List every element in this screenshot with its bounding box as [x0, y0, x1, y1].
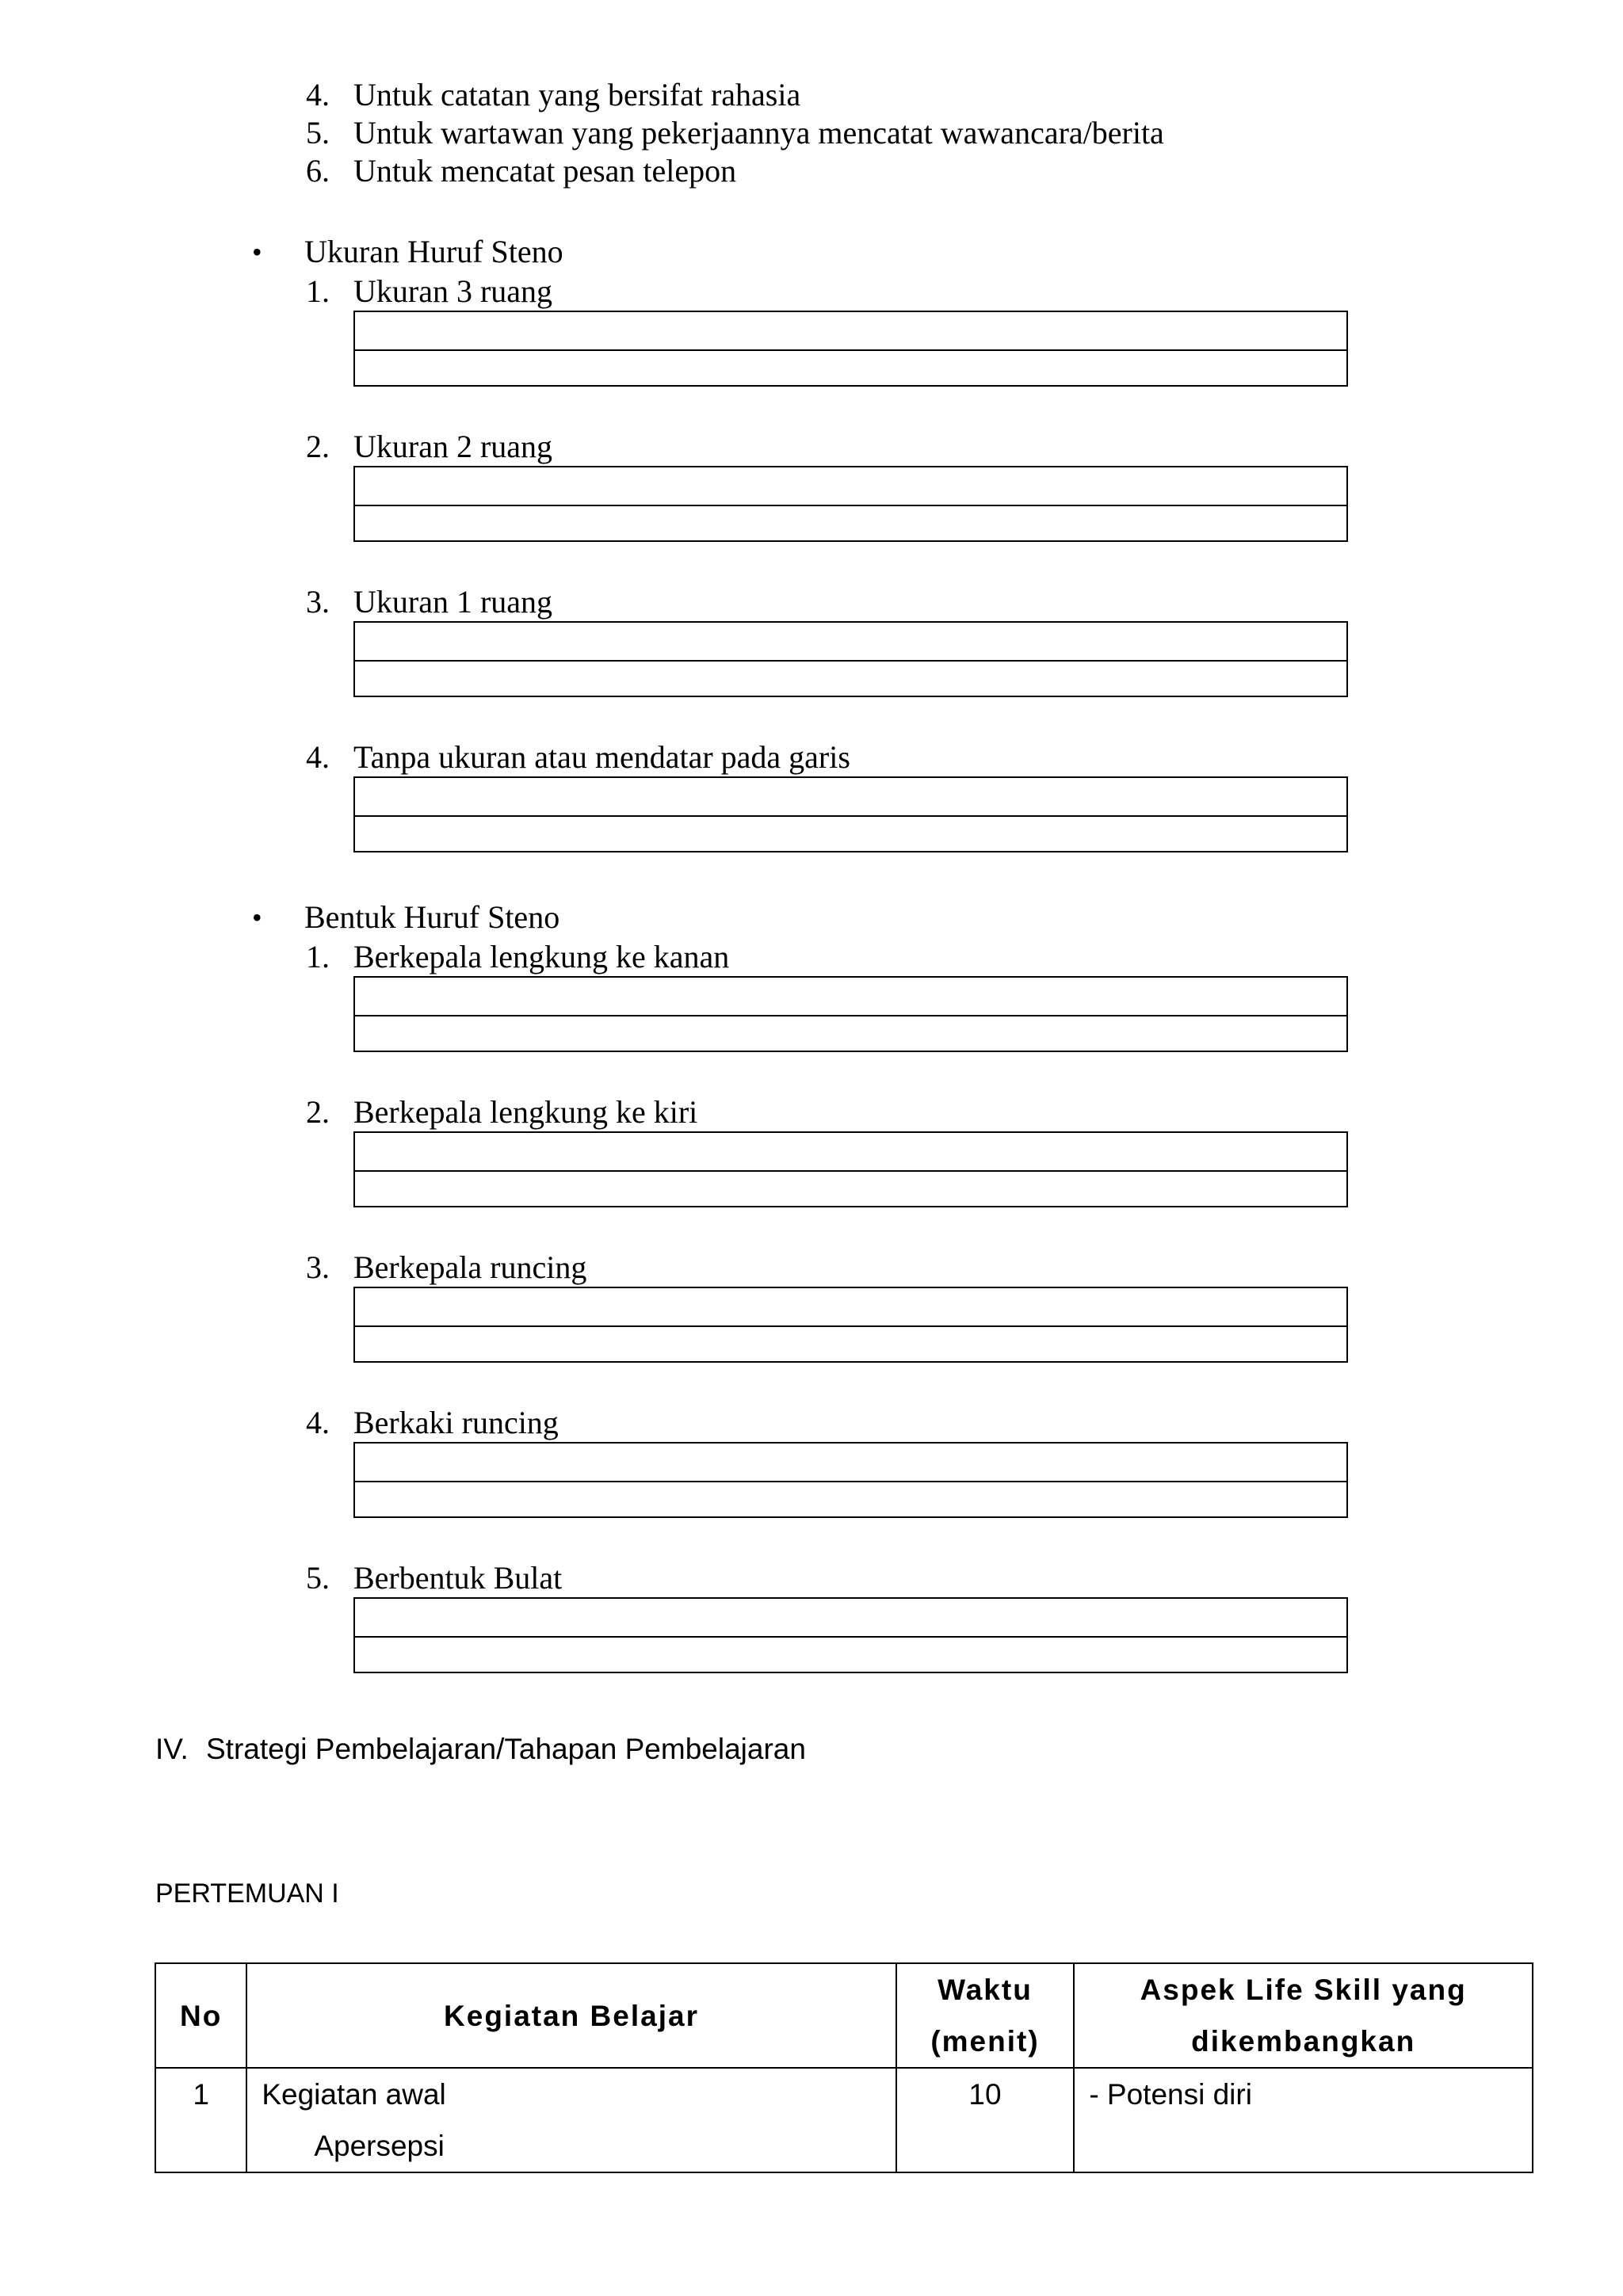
- header-waktu: [896, 1963, 1075, 2068]
- divider-line: [355, 1325, 1346, 1327]
- cell-waktu: 10: [896, 2068, 1075, 2172]
- header-aspek: [1074, 1963, 1533, 2068]
- list-number: 4.: [306, 77, 330, 113]
- header-waktu-line2: (menit): [930, 2025, 1040, 2058]
- list-number: 5.: [306, 1560, 330, 1596]
- practice-lines: [353, 1597, 1348, 1673]
- practice-lines: [353, 976, 1348, 1052]
- cell-aspek: - Potensi diri: [1074, 2068, 1533, 2172]
- divider-line: [355, 349, 1346, 351]
- list-text: Berkepala runcing: [353, 1249, 587, 1285]
- list-number: 5.: [306, 115, 330, 151]
- list-number: 6.: [306, 153, 330, 189]
- list-number: 4.: [306, 1405, 330, 1440]
- table-row: [155, 2068, 1533, 2172]
- cell-no: 1: [155, 2068, 246, 2172]
- practice-lines: [353, 1131, 1348, 1207]
- list-text: Berbentuk Bulat: [353, 1560, 563, 1596]
- practice-lines: [353, 776, 1348, 852]
- list-text: Tanpa ukuran atau mendatar pada garis: [353, 739, 850, 775]
- section-title: Bentuk Huruf Steno: [304, 899, 560, 935]
- list-text: Berkepala lengkung ke kanan: [353, 939, 730, 974]
- section-number: IV.: [155, 1733, 189, 1765]
- list-text: Untuk catatan yang bersifat rahasia: [353, 77, 801, 113]
- header-no: No: [155, 1963, 246, 2068]
- divider-line: [355, 505, 1346, 506]
- list-text: Untuk mencatat pesan telepon: [353, 153, 737, 189]
- practice-lines: [353, 1442, 1348, 1518]
- header-waktu-line1: Waktu: [938, 1974, 1033, 2006]
- list-number: 2.: [306, 1094, 330, 1130]
- table-header-row: [155, 1963, 1533, 2068]
- divider-line: [355, 660, 1346, 662]
- list-text: Ukuran 2 ruang: [353, 429, 553, 464]
- list-number: 1.: [306, 273, 330, 309]
- bullet-icon: •: [252, 236, 262, 268]
- list-number: 3.: [306, 584, 330, 620]
- section-title: Ukuran Huruf Steno: [304, 234, 563, 269]
- divider-line: [355, 1015, 1346, 1016]
- list-text: Untuk wartawan yang pekerjaannya mencatat wawancara/berita: [353, 115, 1164, 151]
- kegiatan-text: Kegiatan awal: [262, 2078, 446, 2111]
- kegiatan-sub-text: Apersepsi: [314, 2130, 445, 2162]
- list-text: Ukuran 3 ruang: [353, 273, 553, 309]
- meeting-label: PERTEMUAN I: [155, 1878, 339, 1909]
- practice-lines: [353, 621, 1348, 697]
- divider-line: [355, 1636, 1346, 1638]
- divider-line: [355, 1481, 1346, 1482]
- list-number: 2.: [306, 429, 330, 464]
- practice-lines: [353, 311, 1348, 387]
- bullet-icon: •: [252, 902, 262, 933]
- header-kegiatan: Kegiatan Belajar: [246, 1963, 896, 2068]
- header-aspek-line2: dikembangkan: [1191, 2025, 1416, 2058]
- list-number: 3.: [306, 1249, 330, 1285]
- practice-lines: [353, 466, 1348, 542]
- list-text: Berkepala lengkung ke kiri: [353, 1094, 698, 1130]
- practice-lines: [353, 1287, 1348, 1363]
- section-title: Strategi Pembelajaran/Tahapan Pembelajaran: [206, 1733, 806, 1765]
- list-number: 4.: [306, 739, 330, 775]
- header-aspek-line1: Aspek Life Skill yang: [1140, 1974, 1467, 2006]
- learning-activities-table: [155, 1962, 1533, 2173]
- list-number: 1.: [306, 939, 330, 974]
- divider-line: [355, 815, 1346, 817]
- list-text: Ukuran 1 ruang: [353, 584, 553, 620]
- cell-kegiatan: [246, 2068, 896, 2172]
- list-text: Berkaki runcing: [353, 1405, 559, 1440]
- divider-line: [355, 1170, 1346, 1172]
